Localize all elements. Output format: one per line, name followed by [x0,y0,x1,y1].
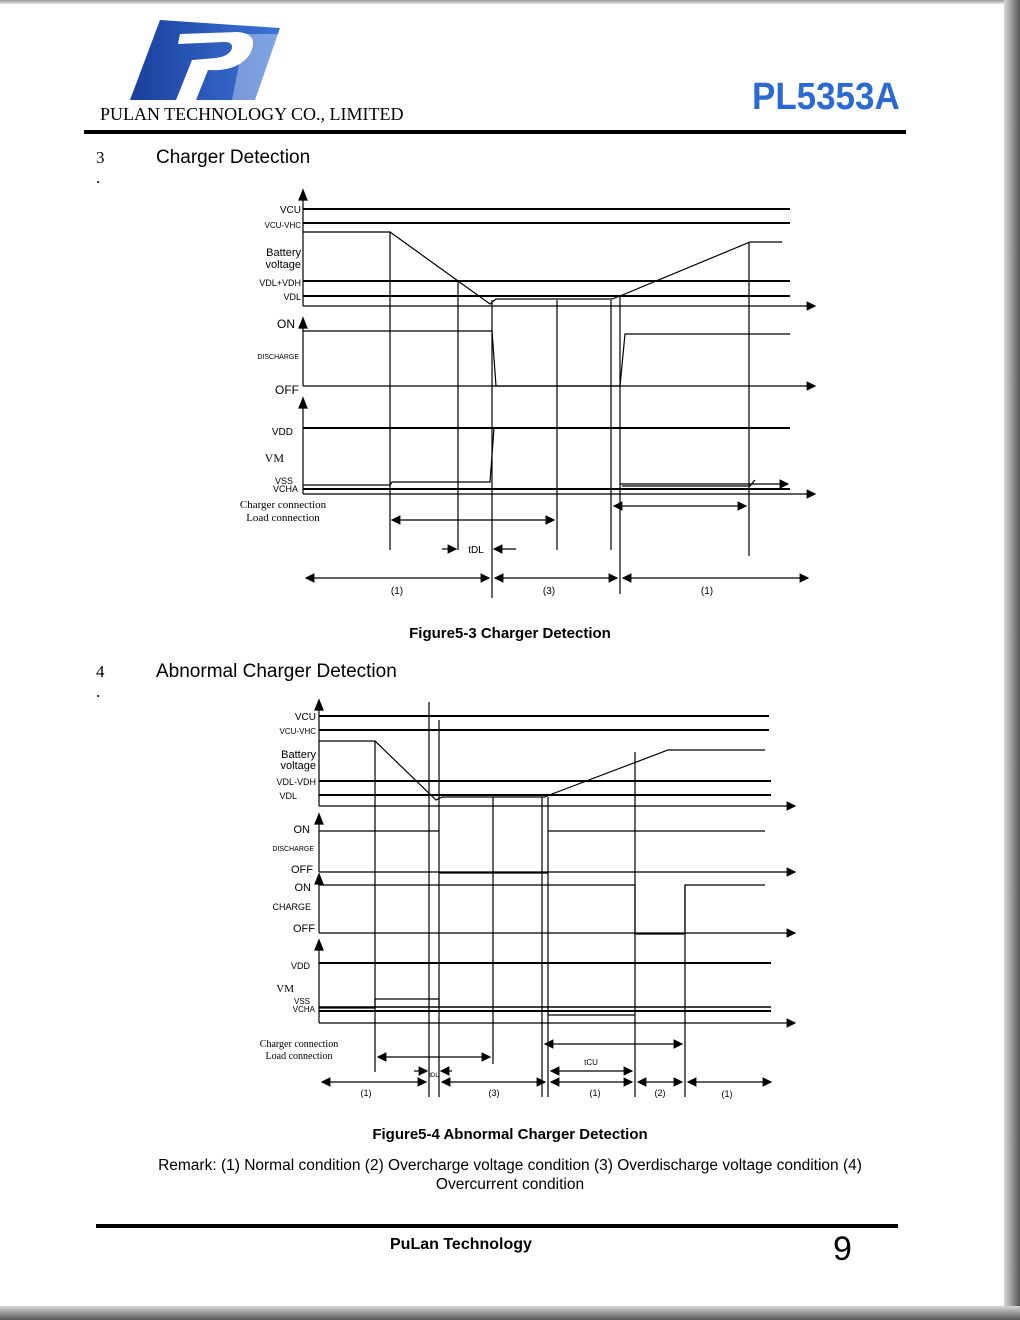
vm-label: VM [276,983,294,995]
vm-label: VM [264,451,284,465]
remark-text: Remark: (1) Normal condition (2) Overcharge voltage condition (3) Overdischarge voltage condition (4) Overcurrent condition [158,1157,862,1193]
vss-label: VSS [274,476,293,486]
vdl-label: VDL [283,292,301,302]
figure-5-4-caption: Figure5-4 Abnormal Charger Detection [372,1126,648,1143]
page-edge-bottom [0,1306,1020,1320]
section-number: 4 . [96,662,105,701]
vcu-vhc-label: VCU-VHC [279,727,316,736]
page-edge-top [0,0,1006,4]
charger-connection-label: Charger connection [259,1039,339,1050]
tcu-label: tCU [584,1058,598,1067]
voltage-label: voltage [280,760,316,772]
figure-5-3-caption: Figure5-3 Charger Detection [409,625,611,642]
period-label: (1) [721,1089,733,1099]
page-edge-right [1004,0,1020,1320]
tdl-label: tDL [429,1073,439,1079]
battery-label: Battery [266,247,301,259]
load-connection-label: Load connection [265,1051,333,1062]
vcha-label: VCHA [272,484,298,494]
section-title: Charger Detection [156,147,311,168]
page-number: 9 [833,1230,852,1268]
section-number: 3 . [96,148,105,187]
off-label: OFF [275,383,299,397]
vcu-label: VCU [294,712,316,723]
period-label: (1) [700,586,714,597]
period-label: (3) [542,586,556,597]
vdd-label: VDD [271,427,293,438]
vcu-vhc-label: VCU-VHC [264,221,301,230]
footer-rule [96,1224,898,1228]
pulan-p-logo-icon [120,14,290,104]
discharge-label: DISCHARGE [272,846,314,853]
off-label: OFF [291,864,313,876]
vdl-label: VDL [279,791,297,801]
period-label: (1) [360,1088,372,1098]
period-label: (1) [390,586,404,597]
vdl-vdh-label: VDL-VDH [276,777,316,787]
vss-label: VSS [293,997,310,1006]
vcha-label: VCHA [292,1005,315,1014]
header-rule [84,130,906,134]
vdd-label: VDD [290,961,310,971]
period-label: (1) [589,1088,601,1098]
discharge-label: DISCHARGE [257,354,299,361]
period-label: (2) [654,1088,666,1098]
section-title: Abnormal Charger Detection [156,661,397,682]
tdl-label: tDL [468,545,484,556]
battery-label: Battery [281,749,316,761]
footer-company: PuLan Technology [390,1236,532,1253]
vdl-vdh-label: VDL+VDH [259,278,301,288]
charge-label: CHARGE [272,902,311,912]
on-label: ON [293,824,310,836]
vcu-label: VCU [279,205,301,216]
load-connection-label: Load connection [246,512,320,524]
on-label: ON [277,317,295,331]
company-name: PULAN TECHNOLOGY CO., LIMITED [100,104,404,124]
period-label: (3) [488,1088,500,1098]
charger-connection-label: Charger connection [239,499,327,511]
part-number: PL5353A [752,76,900,118]
voltage-label: voltage [265,259,301,271]
off-label: OFF [293,923,315,935]
on-label: ON [294,882,311,894]
